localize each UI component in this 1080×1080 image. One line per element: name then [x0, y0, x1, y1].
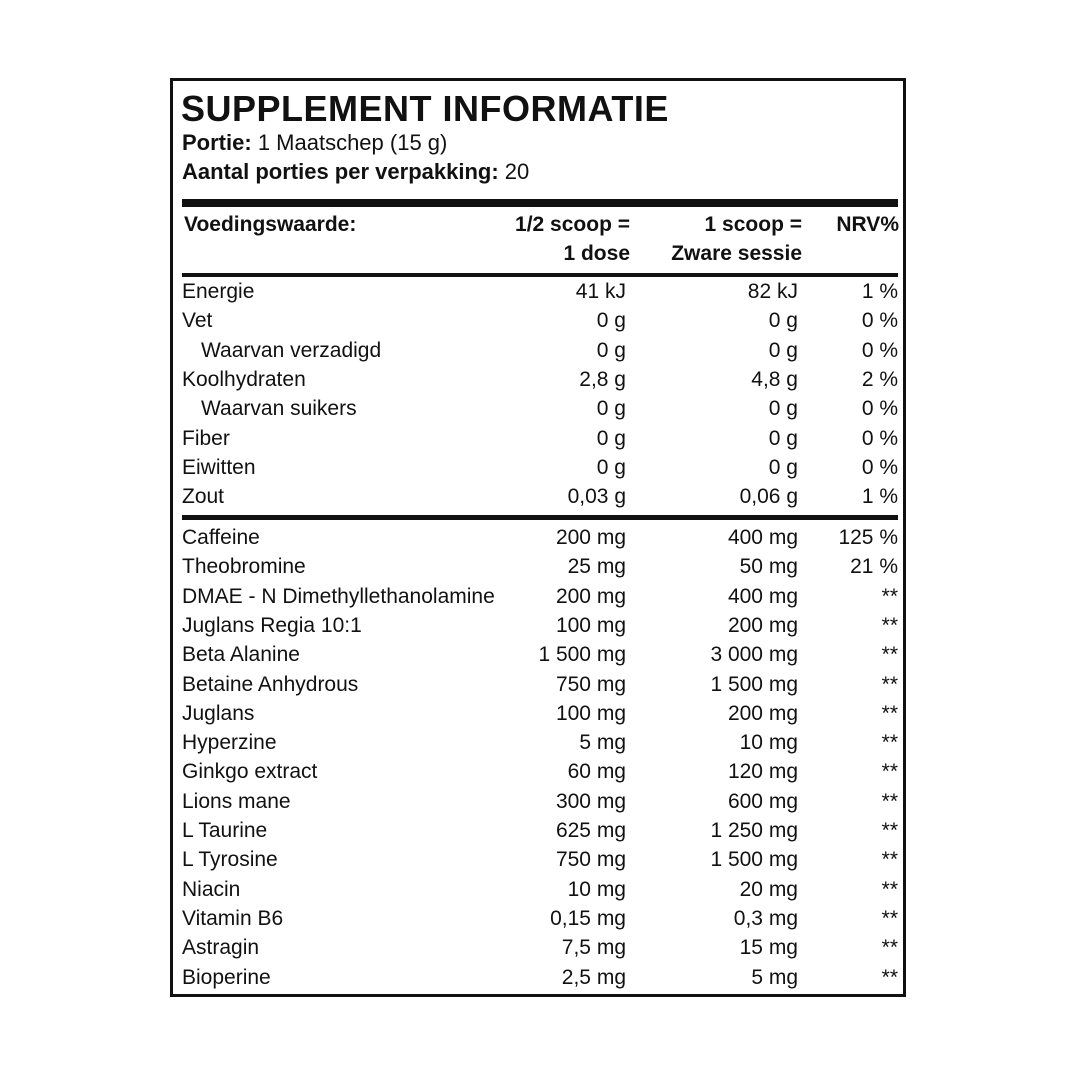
ingredient-name: Hyperzine [182, 731, 277, 755]
nrv-percent: 21 % [850, 555, 898, 579]
half-scoop-amount: 100 mg [555, 701, 626, 725]
header-divider [182, 273, 898, 277]
ingredient-name: Bioperine [182, 965, 271, 989]
active-ingredient-row [0, 555, 1080, 584]
nutrient-row [0, 485, 1080, 514]
nrv-percent: ** [881, 965, 898, 989]
header-full-scoop-line2: Zware sessie [671, 242, 802, 265]
full-scoop-amount: 1 500 mg [710, 672, 798, 696]
nrv-percent: 2 % [861, 367, 898, 391]
nutrient-row [0, 397, 1080, 426]
page-title: SUPPLEMENT INFORMATIE [181, 88, 669, 129]
half-scoop-amount: 0 g [596, 309, 626, 333]
nrv-percent: 0 % [861, 426, 898, 450]
ingredient-name: Ginkgo extract [182, 760, 318, 784]
nutrient-row [0, 456, 1080, 485]
ingredient-name: L Taurine [182, 819, 268, 842]
nrv-percent: ** [881, 760, 898, 784]
full-scoop-amount: 10 mg [739, 731, 798, 755]
nrv-percent: 0 % [861, 309, 898, 333]
ingredient-name: L Tyrosine [182, 848, 278, 872]
half-scoop-amount: 0,15 mg [550, 906, 626, 930]
half-scoop-amount: 0 g [596, 338, 626, 362]
section-divider [182, 515, 898, 520]
nrv-percent: 1 % [861, 280, 898, 303]
full-scoop-amount: 0 g [768, 397, 798, 421]
full-scoop-amount: 200 mg [727, 701, 798, 725]
ingredient-name: Fiber [182, 426, 230, 450]
nrv-percent: 125 % [838, 526, 898, 549]
nutrient-row [0, 368, 1080, 397]
active-ingredient-row [0, 966, 1080, 995]
nutrient-row [0, 339, 1080, 368]
half-scoop-amount: 25 mg [567, 555, 626, 579]
header-half-scoop-line1: 1/2 scoop = [515, 213, 630, 236]
ingredient-name: Juglans [182, 701, 255, 725]
ingredient-name: DMAE - N Dimethyllethanolamine [182, 584, 495, 608]
half-scoop-amount: 0 g [596, 397, 626, 421]
half-scoop-amount: 2,8 g [579, 367, 626, 391]
ingredient-name: Caffeine [182, 526, 260, 549]
active-ingredient-row [0, 731, 1080, 760]
active-ingredient-row [0, 848, 1080, 877]
half-scoop-amount: 200 mg [555, 526, 626, 549]
half-scoop-amount: 60 mg [567, 760, 626, 784]
nutrient-row [0, 309, 1080, 338]
ingredient-name: Juglans Regia 10:1 [182, 613, 362, 637]
ingredient-name: Betaine Anhydrous [182, 672, 359, 696]
full-scoop-amount: 1 500 mg [710, 848, 798, 872]
nrv-percent: ** [881, 906, 898, 930]
header-half-scoop-line2: 1 dose [563, 242, 630, 265]
ingredient-name: Eiwitten [182, 455, 256, 479]
nrv-percent: ** [881, 613, 898, 637]
full-scoop-amount: 15 mg [739, 936, 798, 960]
thick-divider [182, 199, 898, 207]
ingredient-name: Koolhydraten [182, 367, 306, 391]
serving-size-value: 1 Maatschep (15 g) [257, 130, 448, 155]
half-scoop-amount: 10 mg [567, 877, 626, 901]
nrv-percent: ** [881, 936, 898, 960]
nutrient-row [0, 427, 1080, 456]
half-scoop-amount: 750 mg [555, 848, 626, 872]
active-ingredient-row [0, 819, 1080, 848]
full-scoop-amount: 82 kJ [747, 280, 798, 303]
ingredient-name: Astragin [182, 936, 260, 960]
ingredient-name: Niacin [182, 877, 241, 901]
active-ingredient-row [0, 702, 1080, 731]
full-scoop-amount: 0,06 g [739, 485, 798, 509]
full-scoop-amount: 0 g [768, 338, 798, 362]
servings-per-container-line [182, 159, 529, 185]
nrv-percent: ** [881, 643, 898, 667]
full-scoop-amount: 50 mg [739, 555, 798, 579]
half-scoop-amount: 300 mg [555, 789, 626, 813]
nrv-percent: ** [881, 877, 898, 901]
nrv-percent: ** [881, 584, 898, 608]
ingredient-name: Vitamin B6 [182, 906, 284, 930]
half-scoop-amount: 200 mg [555, 584, 626, 608]
half-scoop-amount: 1 500 mg [538, 643, 626, 667]
full-scoop-amount: 200 mg [727, 613, 798, 637]
full-scoop-amount: 0 g [768, 455, 798, 479]
ingredient-name: Waarvan verzadigd [201, 338, 382, 362]
full-scoop-amount: 600 mg [727, 789, 798, 813]
half-scoop-amount: 41 kJ [575, 280, 626, 303]
half-scoop-amount: 0 g [596, 455, 626, 479]
nrv-percent: 0 % [861, 397, 898, 421]
nrv-percent: 1 % [861, 485, 898, 509]
half-scoop-amount: 0 g [596, 426, 626, 450]
nrv-percent: ** [881, 731, 898, 755]
ingredient-name: Waarvan suikers [201, 397, 357, 421]
nrv-percent: ** [881, 672, 898, 696]
active-ingredient-row [0, 878, 1080, 907]
full-scoop-amount: 1 250 mg [710, 819, 798, 842]
half-scoop-amount: 100 mg [555, 613, 626, 637]
ingredient-name: Energie [182, 280, 255, 303]
active-ingredient-row [0, 790, 1080, 819]
header-full-scoop-line1: 1 scoop = [704, 213, 802, 236]
half-scoop-amount: 7,5 mg [561, 936, 626, 960]
ingredient-name: Zout [182, 485, 225, 509]
full-scoop-amount: 0 g [768, 309, 798, 333]
active-ingredient-row [0, 614, 1080, 643]
half-scoop-amount: 750 mg [555, 672, 626, 696]
nrv-percent: ** [881, 848, 898, 872]
active-ingredient-row [0, 526, 1080, 555]
nrv-percent: ** [881, 789, 898, 813]
half-scoop-amount: 2,5 mg [561, 965, 626, 989]
serving-size-label: Portie: [182, 130, 252, 155]
full-scoop-amount: 400 mg [727, 526, 798, 549]
active-ingredient-row [0, 673, 1080, 702]
active-ingredient-row [0, 643, 1080, 672]
serving-size-line [182, 130, 447, 156]
servings-per-container-label: Aantal porties per verpakking: [182, 159, 499, 184]
active-ingredient-row [0, 585, 1080, 614]
nrv-percent: ** [881, 819, 898, 842]
full-scoop-amount: 4,8 g [751, 367, 798, 391]
active-ingredient-row [0, 907, 1080, 936]
half-scoop-amount: 5 mg [579, 731, 626, 755]
servings-per-container-value: 20 [504, 159, 530, 184]
half-scoop-amount: 0,03 g [567, 485, 626, 509]
header-nrv: NRV% [836, 213, 899, 236]
active-ingredient-row [0, 760, 1080, 789]
nrv-percent: 0 % [861, 338, 898, 362]
ingredient-name: Lions mane [182, 789, 291, 813]
ingredient-name: Vet [182, 309, 213, 333]
ingredient-name: Theobromine [182, 555, 306, 579]
full-scoop-amount: 20 mg [739, 877, 798, 901]
full-scoop-amount: 400 mg [727, 584, 798, 608]
full-scoop-amount: 3 000 mg [710, 643, 798, 667]
nrv-percent: 0 % [861, 455, 898, 479]
nutrient-row [0, 280, 1080, 309]
ingredient-name: Beta Alanine [182, 643, 300, 667]
nrv-percent: ** [881, 701, 898, 725]
full-scoop-amount: 5 mg [751, 965, 798, 989]
full-scoop-amount: 0 g [768, 426, 798, 450]
header-nutrient: Voedingswaarde: [184, 213, 357, 236]
full-scoop-amount: 120 mg [727, 760, 798, 784]
full-scoop-amount: 0,3 mg [733, 906, 798, 930]
half-scoop-amount: 625 mg [555, 819, 626, 842]
active-ingredient-row [0, 936, 1080, 965]
